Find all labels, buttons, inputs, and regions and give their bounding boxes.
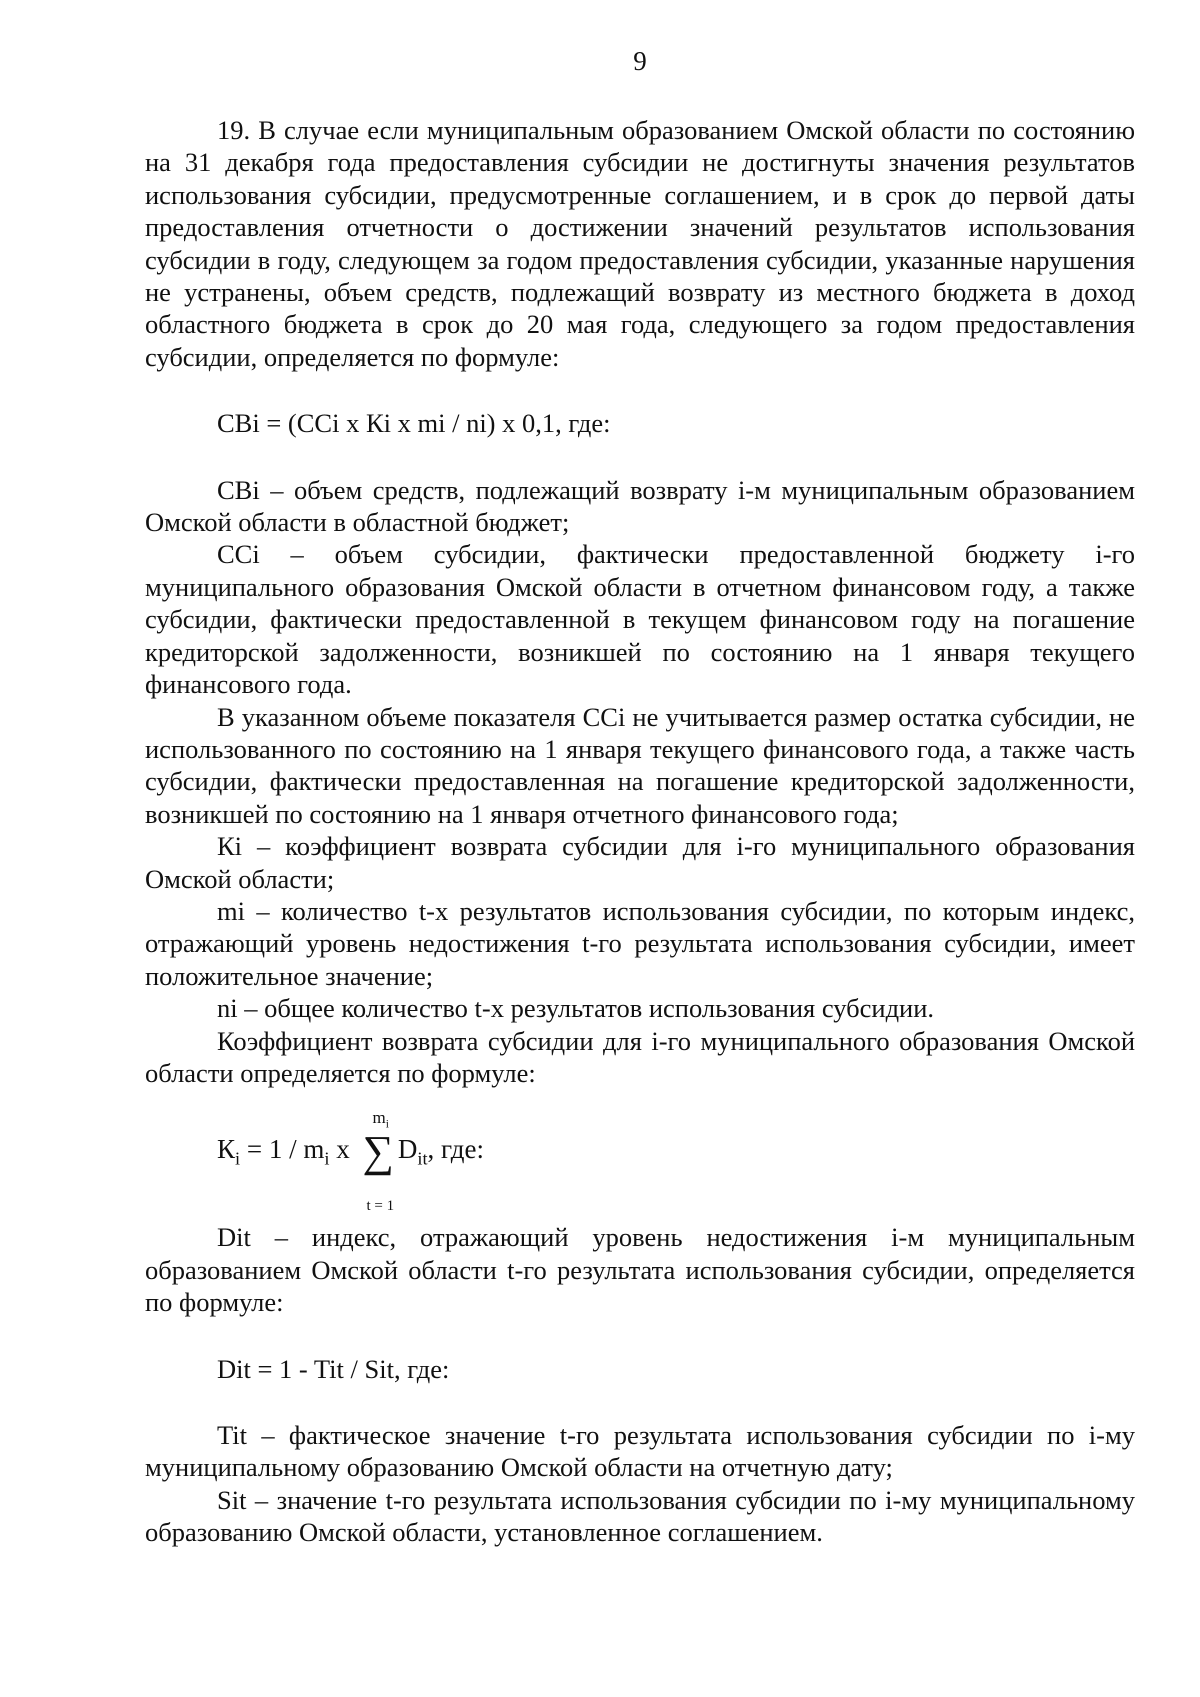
ki-tail: , где: [427,1134,484,1165]
sigma-glyph: ∑ [362,1127,394,1177]
sum-sign [362,1108,395,1215]
ki-times: х [329,1134,357,1165]
ki-mid: = 1 / m [240,1134,325,1165]
formula-cvi: СВi = (ССi х Кi х mi / ni) х 0,1, где: [217,408,611,439]
formula-dit: Dit = 1 - Tit / Sit, где: [217,1353,450,1384]
document-body [145,114,1135,1549]
definition-cvi: СВi – объем средств, подлежащий возврату i-м муниципальным образованием Омской области в областной бюджет; [145,474,1135,538]
definition-mi: mi – количество t-х результатов использования субсидии, по которым индекс, отражающий уровень недостижения t-го результата использования субсидии, имеет положительное значение; [145,895,1135,991]
ki-mid-sub: i [324,1148,330,1169]
definition-dit: Dit – индекс, отражающий уровень недостижения i-м муниципальным образованием Омской области t-го результата использования субсидии, определяется по формуле: [145,1222,1135,1318]
definition-sit: Sit – значение t-го результата использования субсидии по i-му муниципальному образованию Омской области, установленное соглашением. [145,1484,1135,1548]
definition-tit: Tit – фактическое значение t-го результата использования субсидии по i-му муниципальному образованию Омской области на отчетную дату; [145,1420,1135,1483]
definition-cci: ССi – объем субсидии, фактически предоставленной бюджету i-го муниципального образования Омской области в отчетном финансовом году, а также субсидии, фактически предоставленной в текущем финансовом году на погашение кредиторской задолженности, возникшей по состоянию на 1 января текущего финансового года. [145,539,1135,700]
ki-term-sub: it [417,1148,428,1169]
cci-note: В указанном объеме показателя ССi не учитывается размер остатка субсидии, не использованного по состоянию на 1 января текущего финансового года, а также часть субсидии, фактически предоставленная на погашение кредиторской задолженности, возникшей по состоянию на 1 января отчетного финансового года; [145,701,1135,829]
ki-lhs-sub: i [235,1148,241,1169]
page-number: 9 [633,46,647,76]
ki-term: D [397,1134,418,1165]
ki-formula-intro: Коэффициент возврата субсидии для i-го муниципального образования Омской области определяется по формуле: [145,1025,1135,1088]
sum-lower-limit: t = 1 [366,1198,395,1215]
ki-lhs: К [217,1134,236,1165]
paragraph-19: 19. В случае если муниципальным образованием Омской области по состоянию на 31 декабря года предоставления субсидии не достигнуты значения результатов использования субсидии, предусмотренные соглашением, и в срок до первой даты предоставления отчетности о достижении значений результатов использования субсидии в году, следующем за годом предоставления субсидии, указанные нарушения не устранены, объем средств, подлежащий возврату из местного бюджета в доход областного бюджета в срок до 20 мая года, следующего за годом предоставления субсидии, определяется по формуле: [145,115,1135,372]
definition-ki: Кi – коэффициент возврата субсидии для i-го муниципального образования Омской области; [145,831,1135,894]
definition-ni: ni – общее количество t-х результатов использования субсидии. [217,993,935,1024]
formula-ki [145,1101,1135,1215]
sum-upper-limit: $m_i$ [372,1108,389,1131]
